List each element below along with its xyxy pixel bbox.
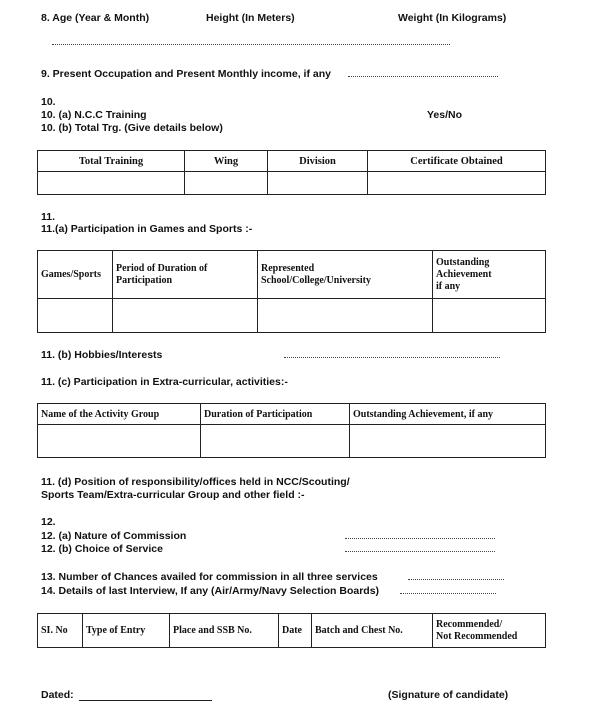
yes-no-label: Yes/No: [427, 109, 463, 121]
games-cell[interactable]: [258, 299, 433, 333]
ncc-header-certificate: Certificate Obtained: [368, 151, 546, 172]
interview-header-place: Place and SSB No.: [170, 614, 279, 648]
activity-table-header: [38, 404, 546, 425]
interview-header-batch: Batch and Chest No.: [312, 614, 433, 648]
weight-label: Weight (In Kilograms): [398, 12, 507, 24]
ncc-header-total-training: Total Training: [38, 151, 185, 172]
ncc-training-label: 10. (a) N.C.C Training: [41, 109, 147, 121]
games-header-achievement: Outstanding Achievement if any: [433, 251, 546, 299]
chances-label: 13. Number of Chances availed for commission in all three services: [41, 571, 378, 583]
activity-cell[interactable]: [38, 425, 201, 458]
interview-header-entry: Type of Entry: [83, 614, 170, 648]
ncc-table-row[interactable]: [38, 172, 546, 195]
ncc-table-header: [38, 151, 546, 172]
ncc-cell[interactable]: [368, 172, 546, 195]
games-sports-label: 11.(a) Participation in Games and Sports :-: [41, 223, 253, 235]
interview-header-recommended: Recommended/ Not Recommended: [433, 614, 546, 648]
interview-header-date: Date: [279, 614, 312, 648]
last-interview-answer-line[interactable]: [400, 593, 496, 594]
extracurricular-label: 11. (c) Participation in Extra-curricular, activities:-: [41, 376, 288, 388]
games-header-sports: Games/Sports: [38, 251, 113, 299]
nature-commission-answer-line[interactable]: [345, 538, 495, 539]
ncc-cell[interactable]: [268, 172, 368, 195]
chances-answer-line[interactable]: [408, 579, 504, 580]
responsibility-label-line2: Sports Team/Extra-curricular Group and other field :-: [41, 489, 305, 501]
height-label: Height (In Meters): [206, 12, 295, 24]
choice-service-label: 12. (b) Choice of Service: [41, 543, 163, 555]
signature-label: (Signature of candidate): [388, 689, 509, 701]
games-cell[interactable]: [38, 299, 113, 333]
games-table-row[interactable]: [38, 299, 546, 333]
activity-header-name: Name of the Activity Group: [38, 404, 201, 425]
total-training-label: 10. (b) Total Trg. (Give details below): [41, 122, 223, 134]
last-interview-label: 14. Details of last Interview, If any (Air/Army/Navy Selection Boards): [41, 585, 380, 597]
activity-cell[interactable]: [350, 425, 546, 458]
occupation-answer-line[interactable]: [348, 76, 498, 77]
activity-header-achievement: Outstanding Achievement, if any: [350, 404, 546, 425]
dated-input-line[interactable]: [79, 700, 212, 701]
activity-header-duration: Duration of Participation: [201, 404, 350, 425]
ncc-header-division: Division: [268, 151, 368, 172]
choice-service-answer-line[interactable]: [345, 551, 495, 552]
games-header-represented: Represented School/College/University: [258, 251, 433, 299]
q10-number: 10.: [41, 96, 56, 108]
dated-label: Dated:: [41, 689, 74, 701]
hobbies-label: 11. (b) Hobbies/Interests: [41, 349, 163, 361]
activity-cell[interactable]: [201, 425, 350, 458]
ncc-table: [37, 150, 546, 195]
games-cell[interactable]: [113, 299, 258, 333]
age-label: 8. Age (Year & Month): [41, 12, 150, 24]
ncc-header-wing: Wing: [185, 151, 268, 172]
q11-number: 11.: [41, 211, 56, 223]
nature-commission-label: 12. (a) Nature of Commission: [41, 530, 187, 542]
occupation-label: 9. Present Occupation and Present Monthly income, if any: [41, 68, 331, 80]
responsibility-label-line1: 11. (d) Position of responsibility/offices held in NCC/Scouting/: [41, 476, 350, 488]
games-header-duration: Period of Duration of Participation: [113, 251, 258, 299]
ncc-cell[interactable]: [38, 172, 185, 195]
q12-number: 12.: [41, 516, 56, 528]
q8-answer-line[interactable]: [52, 44, 450, 45]
hobbies-answer-line[interactable]: [284, 357, 500, 358]
activity-table: [37, 403, 546, 458]
games-cell[interactable]: [433, 299, 546, 333]
interview-header-sl: SI. No: [38, 614, 83, 648]
games-table-header: [38, 251, 546, 299]
ncc-cell[interactable]: [185, 172, 268, 195]
games-table: [37, 250, 546, 333]
activity-table-row[interactable]: [38, 425, 546, 458]
interview-table: [37, 613, 546, 648]
interview-table-header: [38, 614, 546, 648]
